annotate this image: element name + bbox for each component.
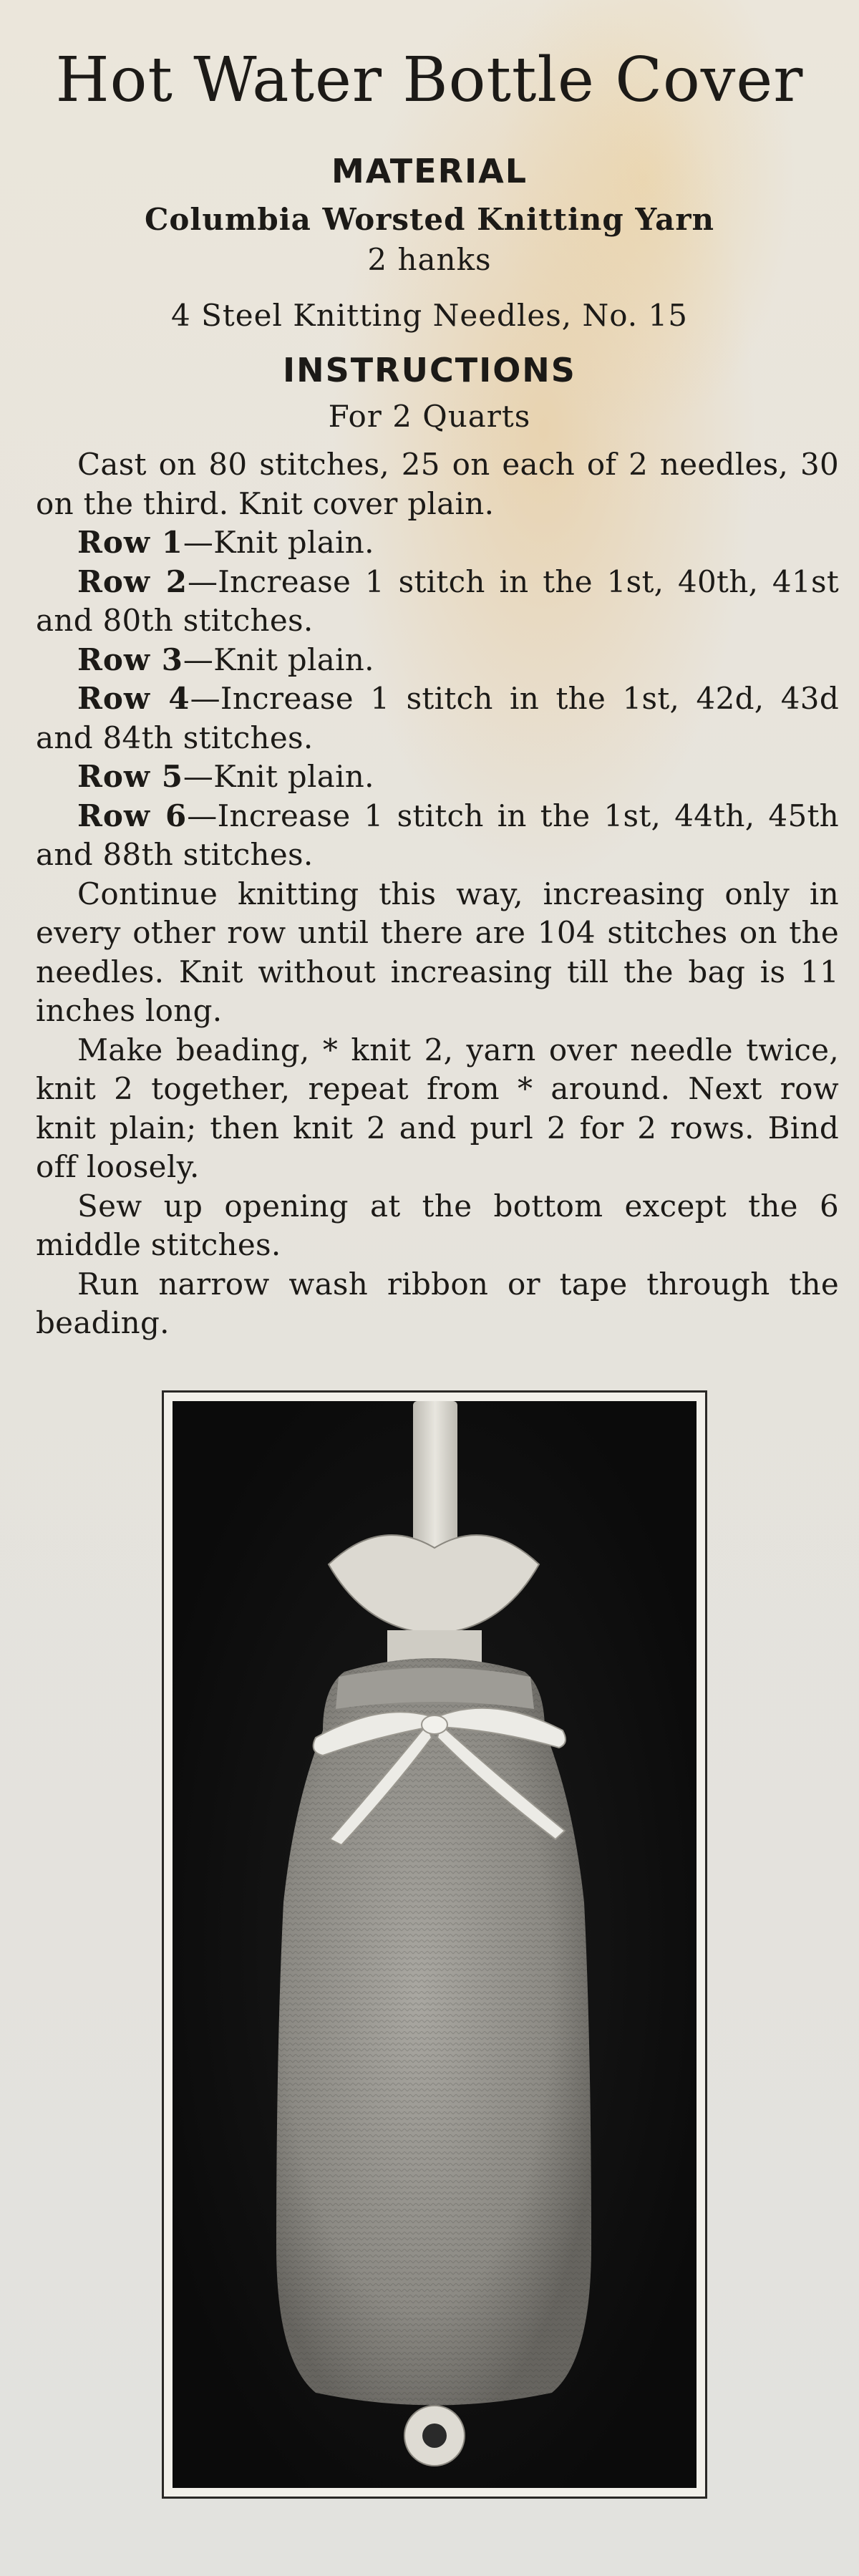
needles-spec: 4 Steel Knitting Needles, No. 15 xyxy=(171,298,688,333)
bottle-collar xyxy=(329,1535,539,1634)
row-text: —Knit plain. xyxy=(183,525,374,560)
row-3 xyxy=(36,641,839,680)
material-heading: MATERIAL xyxy=(331,152,528,190)
row-label: Row 2 xyxy=(77,563,188,599)
row-1 xyxy=(36,523,839,563)
instructions-heading: INSTRUCTIONS xyxy=(283,351,576,389)
row-label: Row 5 xyxy=(77,759,183,794)
page-title: Hot Water Bottle Cover xyxy=(55,44,804,116)
row-5 xyxy=(36,757,839,797)
row-4 xyxy=(36,679,839,757)
row-6 xyxy=(36,797,839,875)
yarn-quantity: 2 hanks xyxy=(367,242,492,277)
instructions-body xyxy=(36,445,839,1343)
cast-on-paragraph: Cast on 80 stitches, 25 on each of 2 needles, 30 on the third. Knit cover plain. xyxy=(36,447,839,521)
row-text: —Knit plain. xyxy=(183,759,374,794)
ribbon-paragraph: Run narrow wash ribbon or tape through the beading. xyxy=(36,1266,839,1340)
row-label: Row 6 xyxy=(77,798,188,833)
continue-paragraph: Continue knitting this way, increasing only in every other row until there are 104 stitches on the needles. Knit without increasing till the bag is 11 inches long. xyxy=(36,876,839,1028)
product-photo-frame xyxy=(162,1390,707,2499)
row-label: Row 1 xyxy=(77,525,183,560)
size-spec: For 2 Quarts xyxy=(328,399,531,434)
row-label: Row 4 xyxy=(77,681,190,716)
row-2 xyxy=(36,563,839,641)
row-text: —Increase 1 stitch in the 1st, 42d, 43d and 84th stitches. xyxy=(36,681,840,755)
hot-water-bottle-photo xyxy=(173,1401,697,2488)
row-text: —Knit plain. xyxy=(183,641,374,677)
yarn-name: Columbia Worsted Knitting Yarn xyxy=(144,202,715,237)
beading-paragraph: Make beading, * knit 2, yarn over needle twice, knit 2 together, repeat from * around. Next row knit plain; then knit 2 and purl 2 for 2 rows. Bind off loosely. xyxy=(36,1032,839,1184)
row-text: —Increase 1 stitch in the 1st, 44th, 45th and 88th stitches. xyxy=(36,798,839,872)
row-text: —Increase 1 stitch in the 1st, 40th, 41st and 80th stitches. xyxy=(36,563,839,638)
row-label: Row 3 xyxy=(77,641,183,677)
sew-paragraph: Sew up opening at the bottom except the 6 middle stitches. xyxy=(36,1188,839,1262)
